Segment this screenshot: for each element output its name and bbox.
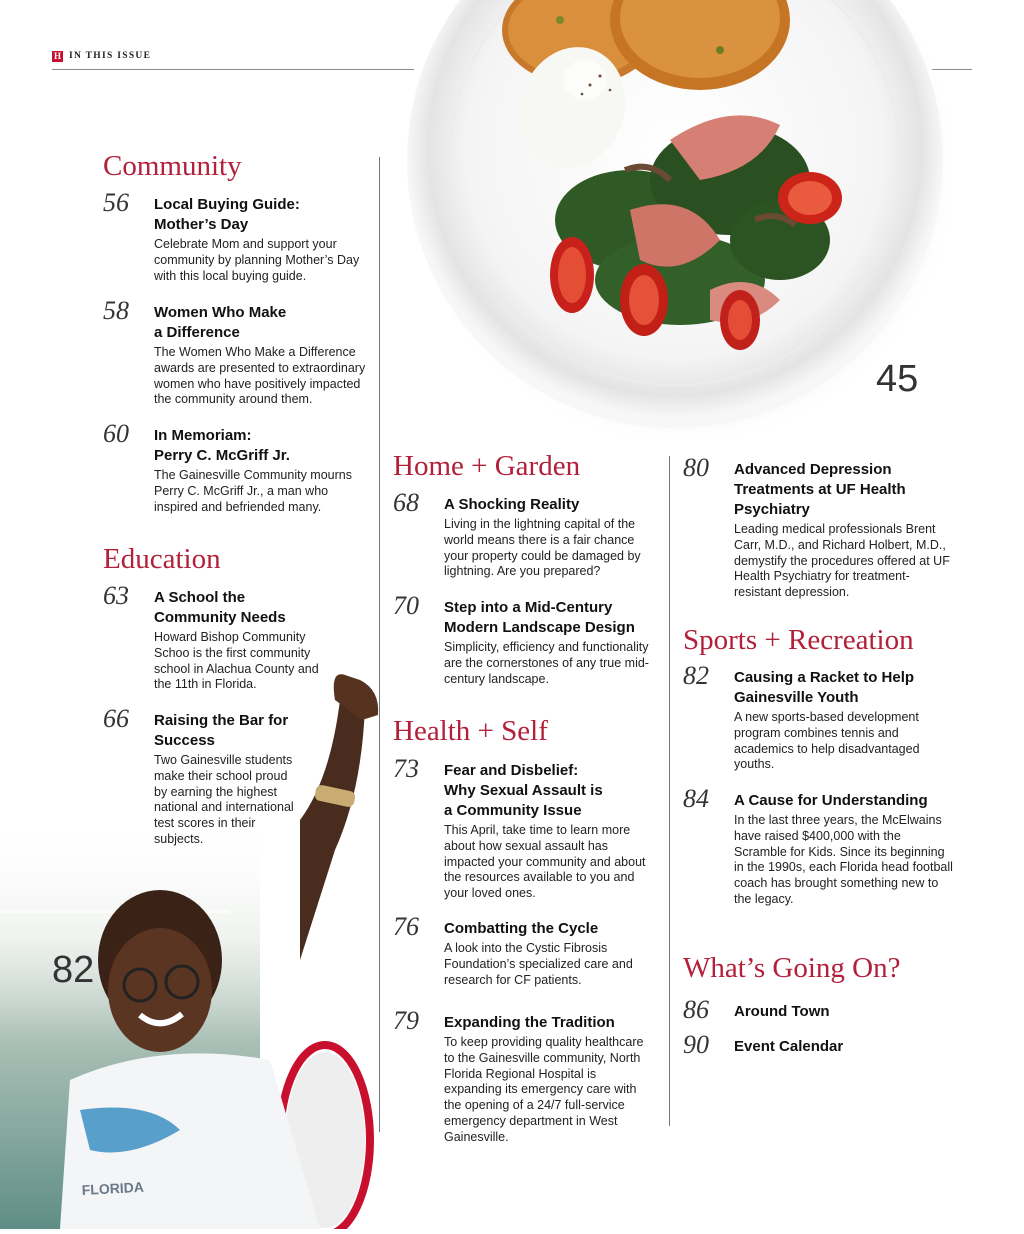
entry-title: Combatting the Cycle [444,920,599,937]
column-divider-left [379,157,380,1132]
entry-page-number: 79 [393,1006,419,1035]
entry-description: A look into the Cystic Fibrosis Foundation’s specialized care and research for CF patients. [444,941,633,987]
magazine-logo-icon: H [53,51,61,61]
food-photo-page-number: 45 [876,358,919,400]
toc-entry[interactable] [393,912,658,988]
entry-title: Step into a Mid-Century Modern Landscape Design [444,599,635,636]
section-title-whats-going-on: What’s Going On? [683,952,901,984]
person-photo-page-number: 82 [52,949,95,991]
entry-description: Simplicity, efficiency and functionality are the cornerstones of any true mid-century landscape. [444,640,649,686]
column-divider-right [669,456,670,1126]
toc-entry[interactable] [683,1030,958,1059]
svg-text:FLORIDA: FLORIDA [81,1178,145,1198]
entry-page-number: 82 [683,661,709,690]
section-title-home-garden: Home + Garden [393,450,581,482]
entry-page-number: 70 [393,591,419,620]
entry-title: A Cause for Understanding [734,792,928,809]
entry-description: A new sports-based development program combines tennis and academics to help disadvantaged youths. [734,710,920,772]
header-rule-left [52,69,414,70]
entry-title: Around Town [734,1003,830,1020]
entry-page-number: 86 [683,995,709,1024]
toc-entry[interactable] [103,296,373,408]
issue-label: IN THIS ISSUE [69,51,152,61]
entry-title: Expanding the Tradition [444,1014,615,1031]
toc-entry[interactable] [393,754,658,902]
toc-entry[interactable] [393,488,658,580]
entry-description: Two Gainesville students make their school proud by earning the highest national and international test scores in their subjects. [154,753,294,846]
toc-entry[interactable] [103,704,373,848]
section-title-education: Education [103,543,221,575]
entry-title: Women Who Make a Difference [154,304,287,341]
entry-title: Causing a Racket to Help Gainesville Youth [734,669,915,706]
issue-header [52,51,151,62]
section-title-community: Community [103,150,242,182]
entry-page-number: 58 [103,296,129,325]
entry-title: Raising the Bar for Success [154,712,289,749]
entry-page-number: 80 [683,453,709,482]
entry-description: To keep providing quality healthcare to the Gainesville community, North Florida Regional Hospital is expanding its emergency care with the opening of a 24/7 full-service emergency department in West Gainesville. [444,1035,644,1144]
toc-entry[interactable] [393,591,658,687]
section-title-sports-recreation: Sports + Recreation [683,624,914,656]
entry-description: Living in the lightning capital of the world means there is a fair chance your property could be damaged by lightning. Are you prepared? [444,517,641,579]
entry-page-number: 63 [103,581,129,610]
toc-entry[interactable] [393,1006,658,1146]
toc-entry[interactable] [103,581,373,693]
entry-description: Howard Bishop Community Schoo is the first community school in Alachua County and the 11th in Florida. [154,630,319,692]
entry-title: A Shocking Reality [444,496,580,513]
entry-title: Advanced Depression Treatments at UF Health Psychiatry [734,461,906,518]
section-title-health-self: Health + Self [393,715,548,747]
entry-page-number: 73 [393,754,419,783]
toc-entry[interactable] [683,453,958,601]
entry-description: Celebrate Mom and support your community by planning Mother’s Day with this local buying guide. [154,237,360,283]
entry-description: In the last three years, the McElwains have raised $400,000 with the Scramble for Kids. Since its beginning in the 1990s, each Florida head football coach has brought something new to the legacy. [734,813,953,906]
entry-page-number: 56 [103,188,129,217]
entry-page-number: 84 [683,784,709,813]
entry-page-number: 60 [103,419,129,448]
toc-entry[interactable] [683,784,958,908]
entry-description: Leading medical professionals Brent Carr, M.D., and Richard Holbert, M.D., demystify the procedures offered at UF Health Psychiatry for treatment-resistant depression. [734,522,950,600]
toc-entry[interactable] [103,188,373,284]
toc-entry[interactable] [683,995,958,1024]
entry-title: In Memoriam: Perry C. McGriff Jr. [154,427,290,464]
entry-title: Fear and Disbelief: Why Sexual Assault is a Community Issue [444,762,603,819]
entry-description: The Gainesville Community mourns Perry C. McGriff Jr., a man who inspired and befriended many. [154,468,352,514]
entry-title: Local Buying Guide: Mother’s Day [154,196,300,233]
entry-page-number: 90 [683,1030,709,1059]
toc-entry[interactable] [683,661,958,773]
entry-title: Event Calendar [734,1038,844,1055]
entry-title: A School the Community Needs [154,589,286,626]
entry-page-number: 76 [393,912,419,941]
toc-entry[interactable] [103,419,373,515]
entry-description: This April, take time to learn more about how sexual assault has impacted your community and about the resources available to you and your loved ones. [444,823,646,901]
entry-description: The Women Who Make a Difference awards are presented to extraordinary women who have positively impacted the community around them. [154,345,366,407]
entry-page-number: 66 [103,704,129,733]
entry-page-number: 68 [393,488,419,517]
